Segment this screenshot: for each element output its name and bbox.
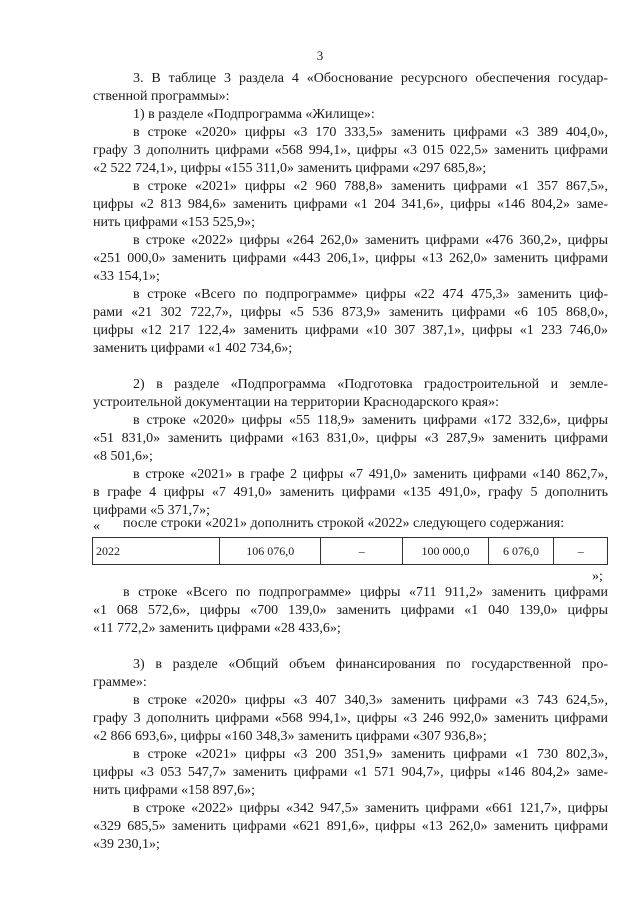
text-line: «8 501,6»; — [93, 449, 153, 464]
text-line: 3) в разделе «Общий объем финансирования по государственной про- — [133, 657, 608, 672]
text-line: в строке «2020» цифры «3 170 333,5» заменить цифрами «3 389 404,0», — [133, 125, 608, 140]
quote-close: »; — [592, 569, 603, 584]
text-line: после строки «2021» дополнить строкой «2022» следующего содержания: — [123, 516, 565, 531]
text-line: графу 3 дополнить цифрами «568 994,1», цифры «3 246 992,0» заменить цифрами — [93, 711, 608, 726]
text-line: «2 522 724,1», цифры «155 311,0» заменить цифрами «297 685,8»; — [93, 161, 487, 176]
text-line: в строке «Всего по подпрограмме» цифры «711 911,2» заменить цифрами — [123, 585, 608, 600]
table-cell: 106 076,0 — [220, 538, 321, 565]
text-line: в строке «2021» цифры «3 200 351,9» заменить цифрами «1 730 802,3», — [133, 747, 608, 762]
table-row — [93, 538, 608, 565]
text-line: нить цифрами «153 525,9»; — [93, 215, 255, 230]
text-line: цифры «3 053 547,7» заменить цифрами «1 571 904,7», цифры «146 804,2» заме- — [93, 765, 608, 780]
text-line: ственной программы»: — [93, 89, 230, 104]
text-line: «51 831,0» заменить цифрами «163 831,0», цифры «3 287,9» заменить цифрами — [93, 431, 608, 446]
table-cell: – — [321, 538, 403, 565]
table-cell: 2022 — [93, 538, 220, 565]
quote-open: « — [93, 519, 100, 534]
text-line: цифры «12 217 122,4» заменить цифрами «10 307 387,1», цифры «1 233 746,0» — [93, 323, 608, 338]
text-line: «329 685,5» заменить цифрами «621 891,6», цифры «13 262,0» заменить цифрами — [93, 819, 608, 834]
text-line: графу 3 дополнить цифрами «568 994,1», цифры «3 015 022,5» заменить цифрами — [93, 143, 608, 158]
text-line: цифрами «5 371,7»; — [93, 503, 211, 518]
text-line: «39 230,1»; — [93, 837, 160, 852]
text-line: в строке «2022» цифры «342 947,5» заменить цифрами «661 121,7», цифры — [133, 801, 608, 816]
table-cell: – — [554, 538, 608, 565]
text-line: 1) в разделе «Подпрограмма «Жилище»: — [133, 107, 375, 122]
text-line: грамме»: — [93, 675, 147, 690]
page-number: 3 — [316, 48, 324, 63]
text-line: в строке «2020» цифры «3 407 340,3» заменить цифрами «3 743 624,5», — [133, 693, 608, 708]
table-cell: 100 000,0 — [403, 538, 488, 565]
text-line: 2) в разделе «Подпрограмма «Подготовка градостроительной и земле- — [133, 377, 608, 392]
text-line: в строке «Всего по подпрограмме» цифры «22 474 475,3» заменить циф- — [133, 287, 608, 302]
text-line: 3. В таблице 3 раздела 4 «Обоснование ресурсного обеспечения государ- — [133, 71, 608, 86]
text-line: «11 772,2» заменить цифрами «28 433,6»; — [93, 621, 341, 636]
text-line: устроительной документации на территории Краснодарского края»: — [93, 395, 499, 410]
text-line: рами «21 302 722,7», цифры «5 536 873,9» заменить цифрами «6 105 868,0», — [93, 305, 608, 320]
text-line: «251 000,0» заменить цифрами «443 206,1», цифры «13 262,0» заменить цифрами — [93, 251, 608, 266]
text-line: в строке «2021» в графе 2 цифры «7 491,0» заменить цифрами «140 862,7», — [133, 467, 608, 482]
text-line: нить цифрами «158 897,6»; — [93, 783, 255, 798]
text-line: цифры «2 813 984,6» заменить цифрами «1 204 341,6», цифры «146 804,2» заме- — [93, 197, 608, 212]
text-line: в строке «2021» цифры «2 960 788,8» заменить цифрами «1 357 867,5», — [133, 179, 608, 194]
text-line: «2 866 693,6», цифры «160 348,3» заменить цифрами «307 936,8»; — [93, 729, 487, 744]
text-line: заменить цифрами «1 402 734,6»; — [93, 341, 293, 356]
text-line: в строке «2020» цифры «55 118,9» заменить цифрами «172 332,6», цифры — [133, 413, 608, 428]
text-line: в строке «2022» цифры «264 262,0» заменить цифрами «476 360,2», цифры — [133, 233, 608, 248]
insert-row-table — [92, 537, 608, 565]
table-cell: 6 076,0 — [488, 538, 554, 565]
text-line: в графе 4 цифры «7 491,0» заменить цифрами «135 491,0», графу 5 дополнить — [93, 485, 608, 500]
text-line: «1 068 572,6», цифры «700 139,0» заменить цифрами «1 040 139,0» цифры — [93, 603, 608, 618]
text-line: «33 154,1»; — [93, 269, 160, 284]
